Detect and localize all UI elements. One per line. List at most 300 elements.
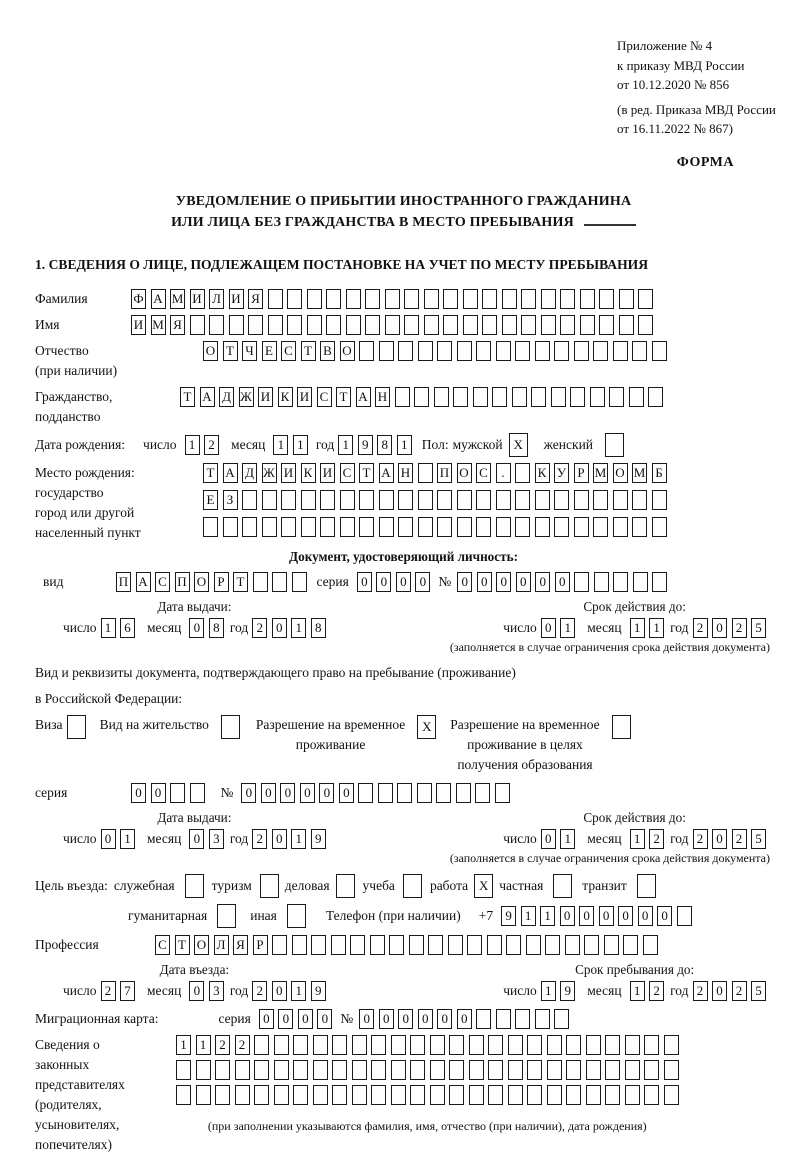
char-cell	[391, 1060, 406, 1080]
char-cell	[527, 1085, 542, 1105]
char-cell	[574, 572, 589, 592]
char-cell	[605, 1035, 620, 1055]
identity-doc-number-label: №	[438, 573, 452, 589]
residence-issue-line	[63, 829, 326, 849]
char-cell: Л	[214, 935, 229, 955]
char-cell: 0	[319, 783, 334, 803]
title-underline	[584, 224, 636, 226]
char-cell	[515, 341, 530, 361]
legal-reps-label-line2: законных	[35, 1056, 90, 1072]
char-cell	[643, 935, 658, 955]
char-cell	[203, 517, 218, 537]
char-cell: 1	[185, 435, 200, 455]
phone-label: Телефон (при наличии)	[325, 907, 461, 923]
char-cell	[570, 387, 585, 407]
char-cell	[574, 490, 589, 510]
char-cell	[313, 1060, 328, 1080]
char-cell: Ж	[262, 463, 277, 483]
char-cell	[170, 783, 185, 803]
char-cell	[346, 289, 361, 309]
legal-reps-label-line5: усыновителях,	[35, 1116, 120, 1132]
temp-residence-edu-label	[450, 715, 599, 775]
char-cell: 8	[377, 435, 392, 455]
char-cell	[379, 341, 394, 361]
char-cell	[449, 1060, 464, 1080]
char-cell: 0	[477, 572, 492, 592]
temp-residence-edu-label-line2: проживание в целях	[467, 736, 583, 752]
char-cell	[378, 783, 393, 803]
char-cell	[457, 517, 472, 537]
char-cell	[448, 935, 463, 955]
stay-until-year-cells	[693, 981, 767, 1001]
char-cell	[262, 490, 277, 510]
residence-doc-types-row	[35, 715, 772, 775]
char-cell	[580, 289, 595, 309]
stay-until-month-cells	[630, 981, 665, 1001]
char-cell	[476, 490, 491, 510]
char-cell	[430, 1035, 445, 1055]
char-cell	[215, 1085, 230, 1105]
char-cell: А	[200, 387, 215, 407]
residence-doc-number-cells	[241, 783, 510, 803]
residence-expiry-month-label: месяц	[587, 830, 622, 846]
char-cell	[428, 935, 443, 955]
char-cell: З	[223, 490, 238, 510]
char-cell: Т	[359, 463, 374, 483]
residence-permit-label: Вид на жительство	[99, 716, 209, 732]
residence-doc-intro1: Вид и реквизиты документа, подтверждающего право на пребывание (проживание)	[35, 664, 516, 680]
char-cell	[385, 289, 400, 309]
char-cell: И	[190, 289, 205, 309]
char-cell: 3	[209, 829, 224, 849]
char-cell	[637, 874, 656, 898]
char-cell	[389, 935, 404, 955]
char-cell: Б	[652, 463, 667, 483]
char-cell: 2	[649, 829, 664, 849]
char-cell: 0	[560, 906, 575, 926]
char-cell: С	[317, 387, 332, 407]
char-cell	[301, 490, 316, 510]
birthplace-label	[35, 463, 203, 543]
char-cell	[457, 341, 472, 361]
birthdate-day-cells	[185, 435, 220, 455]
char-cell	[209, 315, 224, 335]
checkbox-official	[185, 874, 204, 898]
residence-doc-series-label: серия	[35, 784, 68, 800]
char-cell: 1	[521, 906, 536, 926]
char-cell: Е	[203, 490, 218, 510]
char-cell	[488, 1035, 503, 1055]
char-cell: 0	[396, 572, 411, 592]
identity-expiry-heading: Срок действия до:	[583, 598, 686, 614]
char-cell	[473, 387, 488, 407]
arrival-day-label: число	[63, 982, 97, 998]
legal-reps-cells-block	[176, 1035, 679, 1134]
gender-male-label: мужской	[452, 436, 503, 452]
char-cell	[584, 935, 599, 955]
phone-cells	[501, 906, 692, 926]
char-cell	[215, 1060, 230, 1080]
char-cell: О	[613, 463, 628, 483]
section1-heading: 1. СВЕДЕНИЯ О ЛИЦЕ, ПОДЛЕЖАЩЕМ ПОСТАНОВКЕ НА УЧЕТ ПО МЕСТУ ПРЕБЫВАНИЯ	[35, 256, 649, 272]
char-cell	[340, 490, 355, 510]
identity-expiry-year-cells	[693, 618, 767, 638]
char-cell: 1	[293, 435, 308, 455]
residence-doc-number-label: №	[220, 784, 234, 800]
char-cell	[190, 315, 205, 335]
char-cell: 8	[311, 618, 326, 638]
char-cell	[430, 1085, 445, 1105]
purpose-label: Цель въезда:	[35, 877, 108, 893]
residence-issue-month-cells	[189, 829, 224, 849]
char-cell: 0	[712, 618, 727, 638]
birthdate-label: Дата рождения:	[35, 436, 126, 452]
char-cell	[424, 289, 439, 309]
legal-reps-row3-cells	[176, 1085, 679, 1105]
char-cell	[397, 783, 412, 803]
char-cell	[398, 517, 413, 537]
char-cell	[404, 315, 419, 335]
birthdate-year-cells	[338, 435, 412, 455]
stay-until-heading: Срок пребывания до:	[575, 961, 695, 977]
legal-reps-note: (при заполнении указываются фамилия, имя, отчество (при наличии), дата рождения)	[207, 1118, 647, 1133]
char-cell	[599, 289, 614, 309]
char-cell	[281, 517, 296, 537]
char-cell	[293, 1060, 308, 1080]
char-cell	[593, 341, 608, 361]
char-cell	[346, 315, 361, 335]
char-cell	[456, 783, 471, 803]
migration-card-series-cells	[259, 1009, 333, 1029]
char-cell: 0	[131, 783, 146, 803]
char-cell	[541, 289, 556, 309]
char-cell	[625, 1035, 640, 1055]
form-title-line1: УВЕДОМЛЕНИЕ О ПРИБЫТИИ ИНОСТРАННОГО ГРАЖДАНИНА	[175, 193, 632, 209]
char-cell: 9	[358, 435, 373, 455]
char-cell	[217, 904, 236, 928]
char-cell: Т	[175, 935, 190, 955]
temp-residence-label	[256, 715, 405, 755]
char-cell	[625, 1085, 640, 1105]
char-cell	[652, 572, 667, 592]
birthplace-cells-block	[203, 463, 667, 537]
form-title-line2	[35, 212, 772, 233]
stay-until-day-label: число	[503, 982, 537, 998]
char-cell: X	[509, 433, 528, 457]
char-cell	[274, 1060, 289, 1080]
char-cell	[475, 783, 490, 803]
char-cell	[623, 935, 638, 955]
char-cell: 2	[693, 829, 708, 849]
char-cell	[644, 1060, 659, 1080]
char-cell	[370, 935, 385, 955]
char-cell	[560, 289, 575, 309]
char-cell: С	[155, 572, 170, 592]
char-cell	[632, 490, 647, 510]
char-cell: П	[175, 572, 190, 592]
middlename-row	[35, 341, 772, 381]
form-title-line2-text: ИЛИ ЛИЦА БЕЗ ГРАЖДАНСТВА В МЕСТО ПРЕБЫВАНИЯ	[171, 214, 574, 230]
residence-expiry-day-label: число	[503, 830, 537, 846]
char-cell: Р	[253, 935, 268, 955]
checkbox-study	[403, 874, 422, 898]
char-cell	[508, 1060, 523, 1080]
checkbox-female	[605, 433, 624, 457]
citizenship-label-line1: Гражданство,	[35, 388, 113, 404]
char-cell	[644, 1035, 659, 1055]
char-cell	[260, 874, 279, 898]
char-cell	[229, 315, 244, 335]
char-cell	[340, 517, 355, 537]
phone-prefix: +7	[478, 907, 494, 923]
char-cell: К	[535, 463, 550, 483]
char-cell	[605, 1060, 620, 1080]
char-cell	[521, 289, 536, 309]
char-cell: 2	[101, 981, 116, 1001]
identity-expiry-group	[503, 598, 766, 638]
char-cell: 0	[280, 783, 295, 803]
char-cell: Я	[170, 315, 185, 335]
arrival-year-cells	[252, 981, 326, 1001]
identity-issue-day-cells	[101, 618, 136, 638]
migration-card-series-label: серия	[218, 1010, 251, 1026]
temp-residence-label-line1: Разрешение на временное	[255, 716, 406, 732]
char-cell: Р	[574, 463, 589, 483]
temp-residence-label-line2: проживание	[295, 736, 366, 752]
char-cell: 1	[540, 906, 555, 926]
char-cell: 2	[732, 981, 747, 1001]
char-cell	[508, 1035, 523, 1055]
char-cell: Т	[336, 387, 351, 407]
char-cell: 0	[516, 572, 531, 592]
identity-expiry-note: (заполняется в случае ограничения срока действия документа)	[449, 639, 770, 654]
char-cell: 0	[241, 783, 256, 803]
char-cell	[527, 1060, 542, 1080]
char-cell	[531, 387, 546, 407]
char-cell: .	[496, 463, 511, 483]
identity-doc-type-label: вид	[43, 573, 64, 589]
char-cell	[632, 341, 647, 361]
char-cell	[638, 315, 653, 335]
char-cell	[287, 315, 302, 335]
char-cell: 2	[215, 1035, 230, 1055]
temp-residence-option	[256, 715, 436, 755]
char-cell	[359, 517, 374, 537]
char-cell	[554, 490, 569, 510]
checkbox-humanitarian	[217, 904, 236, 928]
char-cell	[506, 935, 521, 955]
char-cell	[292, 572, 307, 592]
middlename-label	[35, 341, 203, 381]
char-cell	[350, 935, 365, 955]
char-cell	[482, 315, 497, 335]
char-cell	[574, 341, 589, 361]
char-cell: 0	[415, 572, 430, 592]
identity-expiry-month-label: месяц	[587, 619, 622, 635]
char-cell: К	[301, 463, 316, 483]
char-cell	[554, 1009, 569, 1029]
lastname-row	[35, 289, 772, 309]
char-cell: И	[258, 387, 273, 407]
char-cell: Ф	[131, 289, 146, 309]
char-cell: А	[151, 289, 166, 309]
char-cell	[242, 490, 257, 510]
char-cell	[605, 1085, 620, 1105]
char-cell	[677, 906, 692, 926]
char-cell: 0	[376, 572, 391, 592]
char-cell: У	[554, 463, 569, 483]
char-cell: О	[340, 341, 355, 361]
residence-issue-year-label: год	[229, 830, 249, 846]
char-cell: 0	[618, 906, 633, 926]
char-cell: 0	[541, 618, 556, 638]
identity-issue-day-label: число	[63, 619, 97, 635]
char-cell: 0	[535, 572, 550, 592]
checkbox-work	[474, 874, 493, 898]
char-cell: И	[320, 463, 335, 483]
char-cell	[613, 490, 628, 510]
char-cell	[274, 1035, 289, 1055]
char-cell	[436, 783, 451, 803]
char-cell: 2	[649, 981, 664, 1001]
identity-issue-heading: Дата выдачи:	[157, 598, 232, 614]
profession-row	[35, 935, 772, 955]
char-cell: С	[281, 341, 296, 361]
char-cell: И	[229, 289, 244, 309]
char-cell	[469, 1035, 484, 1055]
appendix-line-1: Приложение № 4	[617, 38, 713, 53]
char-cell: М	[170, 289, 185, 309]
char-cell: X	[474, 874, 493, 898]
checkbox-temp-residence	[417, 715, 436, 739]
legal-reps-row1-cells	[176, 1035, 679, 1055]
birthplace-row2-cells	[203, 490, 667, 510]
char-cell	[371, 1085, 386, 1105]
char-cell	[515, 463, 530, 483]
char-cell: Т	[223, 341, 238, 361]
arrival-month-cells	[189, 981, 224, 1001]
char-cell: 0	[359, 1009, 374, 1029]
char-cell	[553, 874, 572, 898]
char-cell	[664, 1060, 679, 1080]
char-cell: 0	[151, 783, 166, 803]
char-cell: 9	[501, 906, 516, 926]
char-cell	[613, 341, 628, 361]
char-cell: Н	[375, 387, 390, 407]
firstname-cells	[131, 315, 653, 335]
birthdate-month-label: месяц	[231, 436, 266, 452]
middlename-cells	[203, 341, 667, 361]
temp-residence-edu-label-line3: получения образования	[457, 756, 593, 772]
char-cell	[292, 935, 307, 955]
char-cell	[332, 1060, 347, 1080]
identity-issue-group	[63, 598, 326, 638]
char-cell	[365, 289, 380, 309]
char-cell	[574, 517, 589, 537]
residence-issue-year-cells	[252, 829, 326, 849]
char-cell	[664, 1085, 679, 1105]
char-cell: 1	[196, 1035, 211, 1055]
arrival-month-label: месяц	[147, 982, 182, 998]
char-cell: 0	[261, 783, 276, 803]
migration-card-number-cells	[359, 1009, 569, 1029]
char-cell	[547, 1085, 562, 1105]
char-cell: 2	[252, 829, 267, 849]
char-cell: 0	[189, 618, 204, 638]
checkbox-temp-residence-edu	[612, 715, 631, 739]
char-cell: 1	[560, 618, 575, 638]
char-cell: 0	[300, 783, 315, 803]
citizenship-label-line2: подданство	[35, 408, 101, 424]
char-cell	[409, 935, 424, 955]
char-cell: 1	[630, 829, 645, 849]
char-cell: 2	[693, 981, 708, 1001]
appendix-line-3: от 10.12.2020 № 856	[617, 77, 730, 92]
char-cell	[391, 1035, 406, 1055]
middlename-label-line2: (при наличии)	[35, 362, 118, 378]
char-cell	[352, 1085, 367, 1105]
char-cell: 2	[235, 1035, 250, 1055]
char-cell: Р	[214, 572, 229, 592]
char-cell	[235, 1060, 250, 1080]
char-cell: 0	[418, 1009, 433, 1029]
char-cell	[359, 490, 374, 510]
char-cell: О	[203, 341, 218, 361]
char-cell	[535, 517, 550, 537]
profession-label: Профессия	[35, 936, 99, 952]
char-cell	[566, 1085, 581, 1105]
char-cell	[527, 1035, 542, 1055]
char-cell: М	[593, 463, 608, 483]
char-cell	[417, 783, 432, 803]
identity-issue-month-cells	[189, 618, 224, 638]
profession-cells	[155, 935, 658, 955]
residence-permit-option	[100, 715, 240, 739]
char-cell	[331, 935, 346, 955]
birthplace-row3-cells	[203, 517, 667, 537]
char-cell	[196, 1085, 211, 1105]
birthdate-row	[35, 433, 772, 457]
char-cell: 0	[398, 1009, 413, 1029]
char-cell	[365, 315, 380, 335]
char-cell	[430, 1060, 445, 1080]
citizenship-cells	[180, 387, 663, 407]
char-cell: 9	[560, 981, 575, 1001]
char-cell	[418, 517, 433, 537]
char-cell	[332, 1035, 347, 1055]
residence-expiry-month-cells	[630, 829, 665, 849]
char-cell: С	[340, 463, 355, 483]
char-cell: 2	[204, 435, 219, 455]
char-cell	[535, 490, 550, 510]
char-cell: 0	[298, 1009, 313, 1029]
char-cell	[554, 341, 569, 361]
char-cell	[268, 289, 283, 309]
char-cell	[418, 490, 433, 510]
char-cell: 2	[252, 981, 267, 1001]
char-cell	[287, 289, 302, 309]
char-cell	[293, 1085, 308, 1105]
identity-issue-year-label: год	[229, 619, 249, 635]
char-cell: 5	[751, 829, 766, 849]
char-cell: Л	[209, 289, 224, 309]
char-cell	[437, 490, 452, 510]
char-cell: 9	[311, 829, 326, 849]
char-cell	[496, 517, 511, 537]
purpose-work-label: работа	[429, 877, 469, 893]
char-cell	[482, 289, 497, 309]
char-cell	[521, 315, 536, 335]
